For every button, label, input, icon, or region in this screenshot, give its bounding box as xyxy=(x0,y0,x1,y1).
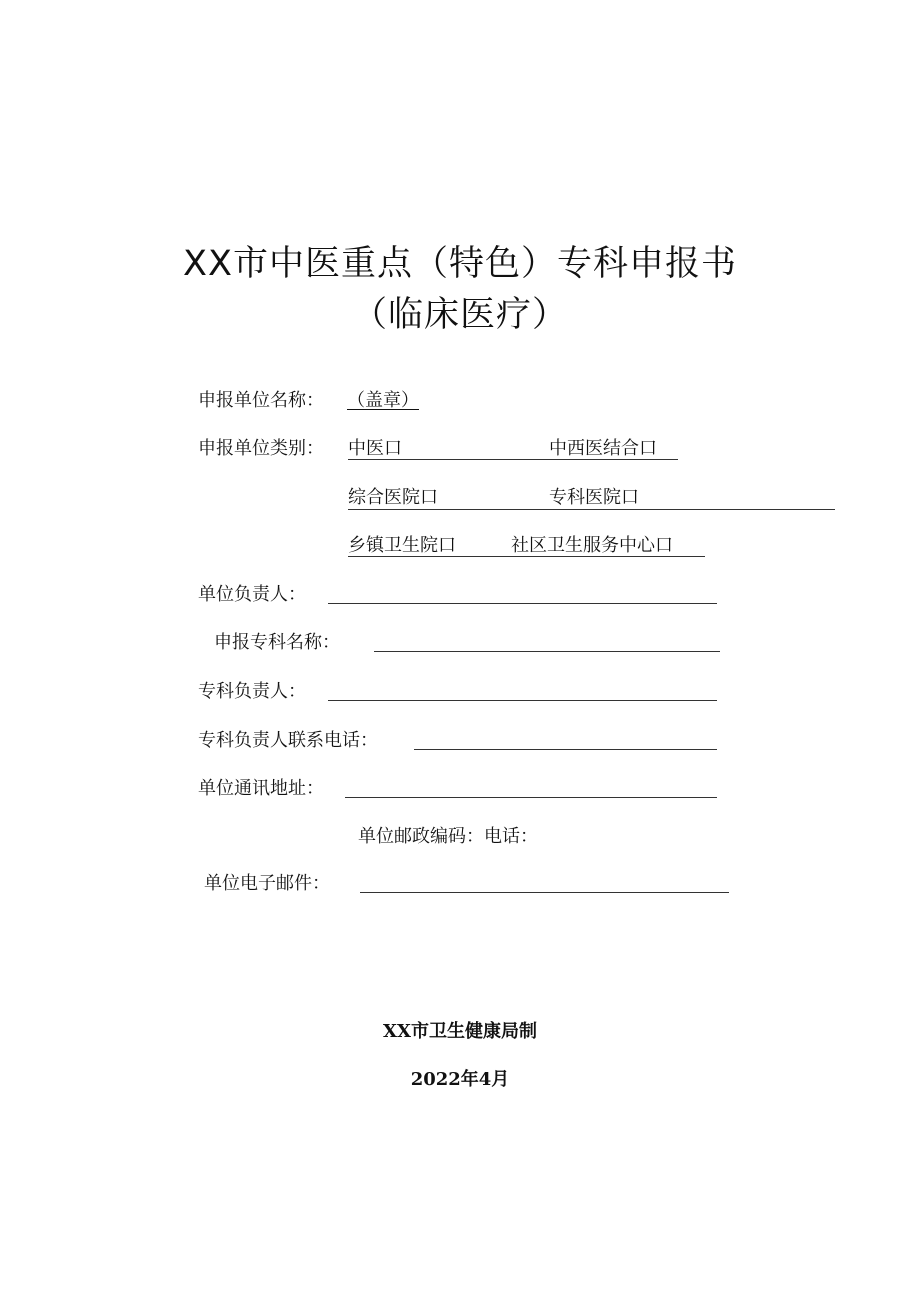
email-input-line[interactable] xyxy=(360,892,729,893)
unit-head-input-line[interactable] xyxy=(328,603,717,604)
document-subtitle: （临床医疗） xyxy=(351,295,568,335)
postcode-phone-label: 单位邮政编码：电话： xyxy=(358,826,538,847)
specialty-head-label: 专科负责人： xyxy=(198,681,306,702)
unit-type-label: 申报单位类别： xyxy=(198,438,324,459)
unit-name-seal-field[interactable]: （盖章） xyxy=(347,390,419,411)
unit-head-label: 单位负责人： xyxy=(198,584,306,605)
issuer: XX市卫生健康局制 xyxy=(383,1021,537,1042)
unit-type-option-community-center[interactable]: 社区卫生服务中心口 xyxy=(511,535,673,556)
specialty-name-label: 申报专科名称： xyxy=(214,632,340,653)
unit-type-option-township-hospital[interactable]: 乡镇卫生院口 xyxy=(348,535,456,556)
unit-type-option-integrated[interactable]: 中西医结合口 xyxy=(549,438,657,459)
document-title: XX市中医重点（特色）专科申报书 xyxy=(183,244,737,284)
specialty-head-input-line[interactable] xyxy=(328,700,717,701)
address-label: 单位通讯地址： xyxy=(198,778,324,799)
specialty-name-input-line[interactable] xyxy=(374,651,720,652)
unit-type-option-specialty-hospital[interactable]: 专科医院口 xyxy=(549,487,639,508)
unit-name-label: 申报单位名称： xyxy=(198,390,324,411)
email-label: 单位电子邮件： xyxy=(204,873,330,894)
issue-date: 2022年4月 xyxy=(410,1069,510,1090)
specialty-phone-label: 专科负责人联系电话： xyxy=(198,730,378,751)
unit-type-option-general-hospital[interactable]: 综合医院口 xyxy=(348,487,438,508)
specialty-phone-input-line[interactable] xyxy=(414,749,717,750)
unit-type-row2-underline xyxy=(348,509,835,510)
address-input-line[interactable] xyxy=(345,797,717,798)
unit-type-option-tcm[interactable]: 中医口 xyxy=(348,438,402,459)
